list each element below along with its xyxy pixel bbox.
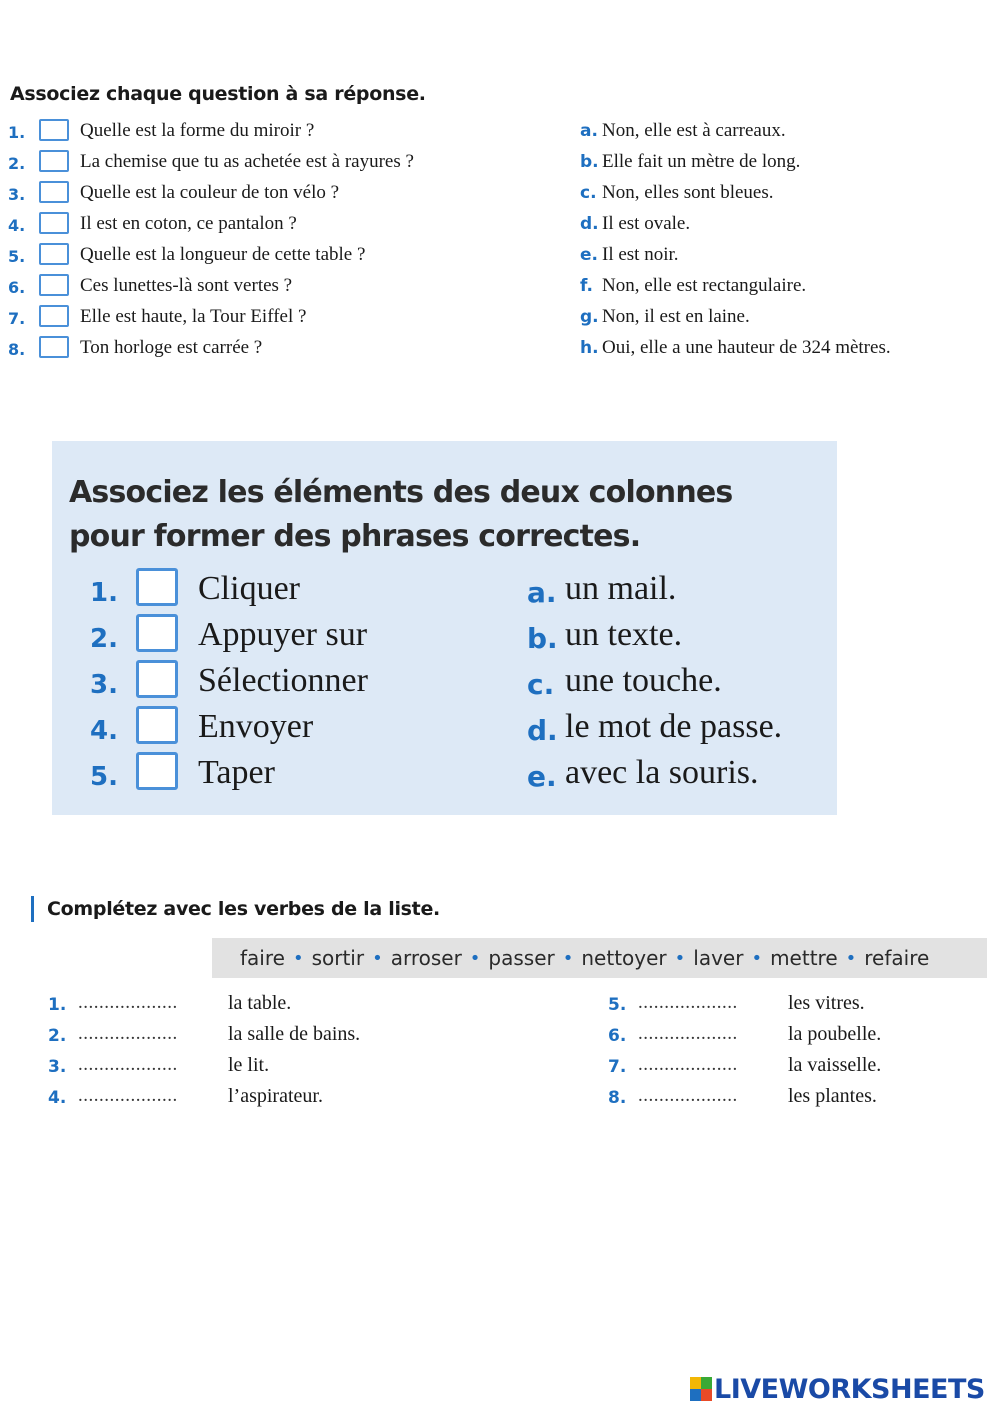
exercise-2-row [52, 614, 837, 660]
exercise-3 [0, 890, 1000, 1120]
object-text: un texte. [565, 616, 683, 653]
answer-checkbox[interactable] [136, 660, 178, 698]
answer-checkbox[interactable] [39, 305, 69, 327]
bullet-separator: • [562, 947, 574, 969]
answer-blank[interactable]: ................... [78, 1023, 178, 1044]
word-list-item: arroser [390, 946, 462, 970]
sentence-rest: la poubelle. [788, 1023, 882, 1045]
exercise-1-row [0, 334, 1000, 365]
fill-blank-row [48, 1052, 468, 1083]
object-text: avec la souris. [565, 754, 759, 791]
item-number: 3. [90, 670, 118, 700]
exercise-1-row [0, 241, 1000, 272]
logo-square [690, 1389, 701, 1401]
liveworksheets-logo-icon [690, 1377, 712, 1401]
item-number: 1. [48, 995, 67, 1015]
bullet-separator: • [372, 947, 383, 969]
answer-letter: e. [580, 245, 598, 265]
bullet-separator: • [674, 947, 686, 969]
exercise-1-row [0, 117, 1000, 148]
word-list-item: faire [240, 946, 285, 970]
exercise-2-row [52, 706, 837, 752]
sentence-rest: le lit. [228, 1054, 270, 1076]
item-number: 5. [608, 995, 627, 1015]
question-text: Elle est haute, la Tour Eiffel ? [80, 306, 307, 327]
answer-letter: b. [580, 152, 599, 172]
item-number: 4. [48, 1088, 67, 1108]
item-number: 3. [8, 185, 26, 204]
exercise-3-title: Complétez avec les verbes de la liste. [47, 898, 440, 920]
exercise-1-row [0, 179, 1000, 210]
section-marker [31, 896, 34, 922]
answer-letter: a. [580, 121, 598, 141]
exercise-2-panel [52, 441, 837, 815]
answer-checkbox[interactable] [136, 568, 178, 606]
object-text: un mail. [565, 570, 677, 607]
word-list-item: nettoyer [581, 946, 667, 970]
answer-text: Non, elle est rectangulaire. [602, 275, 807, 296]
sentence-rest: la vaisselle. [788, 1054, 882, 1076]
question-text: Quelle est la forme du miroir ? [80, 120, 315, 141]
bullet-separator: • [751, 947, 763, 969]
verb-text: Taper [198, 754, 275, 791]
fill-blank-row [48, 990, 468, 1021]
question-text: Ces lunettes-là sont vertes ? [80, 275, 293, 296]
fill-blank-row [608, 1083, 1000, 1114]
answer-letter: b. [527, 622, 558, 655]
verb-text: Cliquer [198, 570, 300, 607]
verb-text: Appuyer sur [198, 616, 368, 653]
word-list-item: passer [488, 946, 555, 970]
item-number: 5. [90, 762, 118, 792]
item-number: 4. [8, 216, 26, 235]
object-text: une touche. [565, 662, 722, 699]
item-number: 2. [90, 624, 118, 654]
answer-letter: d. [580, 214, 599, 234]
answer-blank[interactable]: ................... [638, 1054, 738, 1075]
verb-word-list [212, 938, 987, 978]
exercise-2-row [52, 752, 837, 798]
bullet-separator: • [845, 947, 857, 969]
answer-checkbox[interactable] [39, 119, 69, 141]
fill-blank-row [608, 1021, 1000, 1052]
answer-checkbox[interactable] [39, 150, 69, 172]
logo-square [690, 1377, 701, 1389]
word-list-item: refaire [864, 946, 930, 970]
exercise-2-title [69, 471, 732, 559]
exercise-1-title: Associez chaque question à sa réponse. [10, 83, 426, 105]
answer-letter: d. [527, 714, 558, 747]
answer-letter: a. [527, 576, 557, 609]
item-number: 6. [8, 278, 26, 297]
verb-text: Sélectionner [198, 662, 368, 699]
liveworksheets-logo[interactable] [690, 1372, 985, 1406]
answer-letter: g. [580, 307, 599, 327]
question-text: Ton horloge est carrée ? [80, 337, 263, 358]
exercise-2-row [52, 568, 837, 614]
bullet-separator: • [292, 947, 304, 969]
answer-blank[interactable]: ................... [78, 1054, 178, 1075]
item-number: 4. [90, 716, 118, 746]
answer-blank[interactable]: ................... [78, 992, 178, 1013]
item-number: 7. [8, 309, 26, 328]
question-text: Quelle est la longueur de cette table ? [80, 244, 366, 265]
answer-checkbox[interactable] [136, 614, 178, 652]
question-text: La chemise que tu as achetée est à rayures ? [80, 151, 414, 172]
logo-square [701, 1389, 712, 1401]
answer-letter: f. [580, 276, 593, 296]
item-number: 1. [8, 123, 26, 142]
fill-blank-row [608, 1052, 1000, 1083]
sentence-rest: la salle de bains. [228, 1023, 361, 1045]
answer-letter: c. [527, 668, 555, 701]
exercise-1-row [0, 148, 1000, 179]
object-text: le mot de passe. [565, 708, 783, 745]
item-number: 2. [8, 154, 26, 173]
answer-text: Non, elles sont bleues. [602, 182, 774, 203]
answer-checkbox[interactable] [39, 181, 69, 203]
answer-checkbox[interactable] [39, 212, 69, 234]
item-number: 3. [48, 1057, 67, 1077]
fill-blank-row [48, 1021, 468, 1052]
answer-letter: h. [580, 338, 599, 358]
fill-blank-row [48, 1083, 468, 1114]
answer-text: Non, il est en laine. [602, 306, 750, 327]
exercise-1-row [0, 210, 1000, 241]
sentence-rest: les plantes. [788, 1085, 877, 1107]
answer-blank[interactable]: ................... [638, 1085, 738, 1106]
answer-checkbox[interactable] [136, 706, 178, 744]
answer-checkbox[interactable] [39, 274, 69, 296]
answer-blank[interactable]: ................... [78, 1085, 178, 1106]
item-number: 8. [608, 1088, 627, 1108]
item-number: 5. [8, 247, 26, 266]
logo-square [701, 1377, 712, 1389]
answer-text: Elle fait un mètre de long. [602, 151, 801, 172]
answer-letter: c. [580, 183, 597, 203]
sentence-rest: les vitres. [788, 992, 865, 1014]
fill-blank-row [608, 990, 1000, 1021]
answer-letter: e. [527, 760, 557, 793]
verb-text: Envoyer [198, 708, 314, 745]
exercise-2-title-line: Associez les éléments des deux colonnes [69, 475, 733, 510]
answer-checkbox[interactable] [39, 336, 69, 358]
answer-text: Il est noir. [602, 244, 679, 265]
sentence-rest: la table. [228, 992, 292, 1014]
exercise-2-row [52, 660, 837, 706]
answer-blank[interactable]: ................... [638, 992, 738, 1013]
exercise-2-title-line: pour former des phrases correctes. [69, 519, 641, 554]
answer-blank[interactable]: ................... [638, 1023, 738, 1044]
sentence-rest: l’aspirateur. [228, 1085, 323, 1107]
answer-text: Il est ovale. [602, 213, 691, 234]
answer-text: Oui, elle a une hauteur de 324 mètres. [602, 337, 891, 358]
word-list-item: laver [693, 946, 744, 970]
item-number: 1. [90, 578, 118, 608]
logo-text: LIVEWORKSHEETS [714, 1373, 985, 1405]
question-text: Il est en coton, ce pantalon ? [80, 213, 297, 234]
bullet-separator: • [469, 947, 481, 969]
word-list-item: sortir [311, 946, 365, 970]
question-text: Quelle est la couleur de ton vélo ? [80, 182, 340, 203]
exercise-1-row [0, 303, 1000, 334]
item-number: 7. [608, 1057, 627, 1077]
item-number: 6. [608, 1026, 627, 1046]
answer-checkbox[interactable] [39, 243, 69, 265]
exercise-1-row [0, 272, 1000, 303]
item-number: 8. [8, 340, 26, 359]
answer-text: Non, elle est à carreaux. [602, 120, 786, 141]
word-list-item: mettre [770, 946, 838, 970]
item-number: 2. [48, 1026, 67, 1046]
answer-checkbox[interactable] [136, 752, 178, 790]
